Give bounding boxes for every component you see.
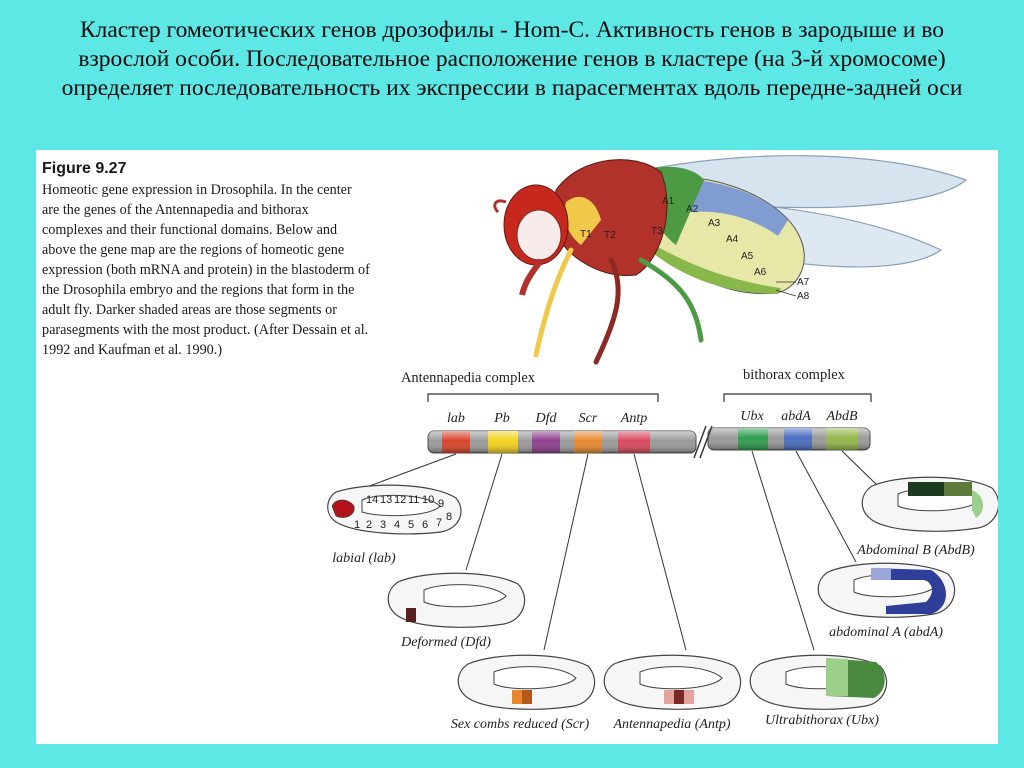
- seg-num-4: 4: [394, 519, 401, 531]
- fly-label-t3: T3: [651, 226, 663, 237]
- gene-labels: [447, 409, 858, 426]
- embryo-deformed: [388, 573, 524, 650]
- homeotic-diagram: [36, 150, 998, 744]
- embryo-abdb: [856, 477, 998, 558]
- seg-num-12: 12: [394, 494, 407, 506]
- fly-label-a5: A5: [741, 251, 754, 262]
- embryo-abda: [818, 563, 954, 640]
- bithorax-bracket: [724, 394, 871, 402]
- gene-label-abdb: AbdB: [826, 409, 858, 424]
- seg-num-13: 13: [380, 494, 393, 506]
- caption-text: Homeotic gene expression in Drosophila. In the center are the genes of the Antennapedia and bithorax complexes and their functional domains. Below and above the gene map are the regions of homeotic gene expression (both mRNA and protein) in the blastoderm of the Drosophila embryo and the regions that form in the adult fly. Darker shaded areas are those segments or parasegments with the most product. (After Dessain et al. 1992 and Kaufman et al. 1990.): [42, 182, 370, 358]
- embryo-label-deformed: Deformed (Dfd): [401, 635, 491, 650]
- gene-label-dfd: Dfd: [535, 411, 557, 426]
- seg-num-10: 10: [422, 494, 435, 506]
- embryo-label-labial: labial (lab): [332, 551, 396, 566]
- fly-label-t1: T1: [580, 229, 592, 240]
- seg-num-1: 1: [354, 519, 361, 531]
- bithorax-complex-label: bithorax complex: [743, 367, 845, 383]
- embryo-label-ubx: Ultrabithorax (Ubx): [765, 713, 879, 728]
- seg-num-2: 2: [366, 519, 373, 531]
- gene-label-scr: Scr: [578, 411, 598, 426]
- embryo-label-antp: Antennapedia (Antp): [613, 717, 731, 732]
- fly-label-a4: A4: [726, 234, 739, 245]
- fly-label-a2: A2: [686, 204, 699, 215]
- gene-label-ubx: Ubx: [740, 409, 764, 424]
- embryo-label-scr: Sex combs reduced (Scr): [450, 717, 590, 732]
- fly-label-a6: A6: [754, 267, 767, 278]
- fly-label-t2: T2: [604, 230, 616, 241]
- seg-num-9: 9: [438, 498, 445, 510]
- embryo-label-abda: abdominal A (abdA): [829, 625, 943, 640]
- embryo-label-abdb: Abdominal B (AbdB): [857, 543, 975, 558]
- seg-num-11: 11: [408, 494, 420, 506]
- embryo-labial: [328, 485, 461, 566]
- seg-num-5: 5: [408, 519, 415, 531]
- seg-num-3: 3: [380, 519, 387, 531]
- figure-panel: [36, 150, 998, 744]
- gene-label-pb: Pb: [494, 411, 510, 426]
- embryo-ubx: [750, 655, 886, 728]
- antennapedia-bracket: [428, 394, 658, 402]
- gene-label-lab: lab: [447, 411, 465, 426]
- fly-label-a7: A7: [797, 277, 810, 288]
- slide-title: Кластер гомеотических генов дрозофилы - Hom-C. Активность генов в зародыше и во взрослой особи. Последовательное расположение генов в кластере (на 3-й хромосоме) определяет последовательность их экспрессии в парасегментах вдоль передне-задней оси: [61, 17, 963, 101]
- seg-num-8: 8: [446, 511, 453, 523]
- seg-num-7: 7: [436, 517, 443, 529]
- fly-label-a3: A3: [708, 218, 721, 229]
- seg-num-14: 14: [366, 494, 379, 506]
- embryo-scr: [451, 655, 595, 732]
- embryo-antp: [604, 655, 740, 732]
- adult-fly: [495, 156, 966, 362]
- fly-label-a1: A1: [662, 196, 675, 207]
- gene-label-abda: abdA: [781, 409, 811, 424]
- antennapedia-complex-label: Antennapedia complex: [400, 370, 536, 386]
- fly-label-a8: A8: [797, 291, 810, 302]
- figure-label: Figure 9.27: [42, 160, 127, 177]
- gene-label-antp: Antp: [620, 411, 648, 426]
- chromosome-map: [428, 426, 870, 458]
- seg-num-6: 6: [422, 519, 429, 531]
